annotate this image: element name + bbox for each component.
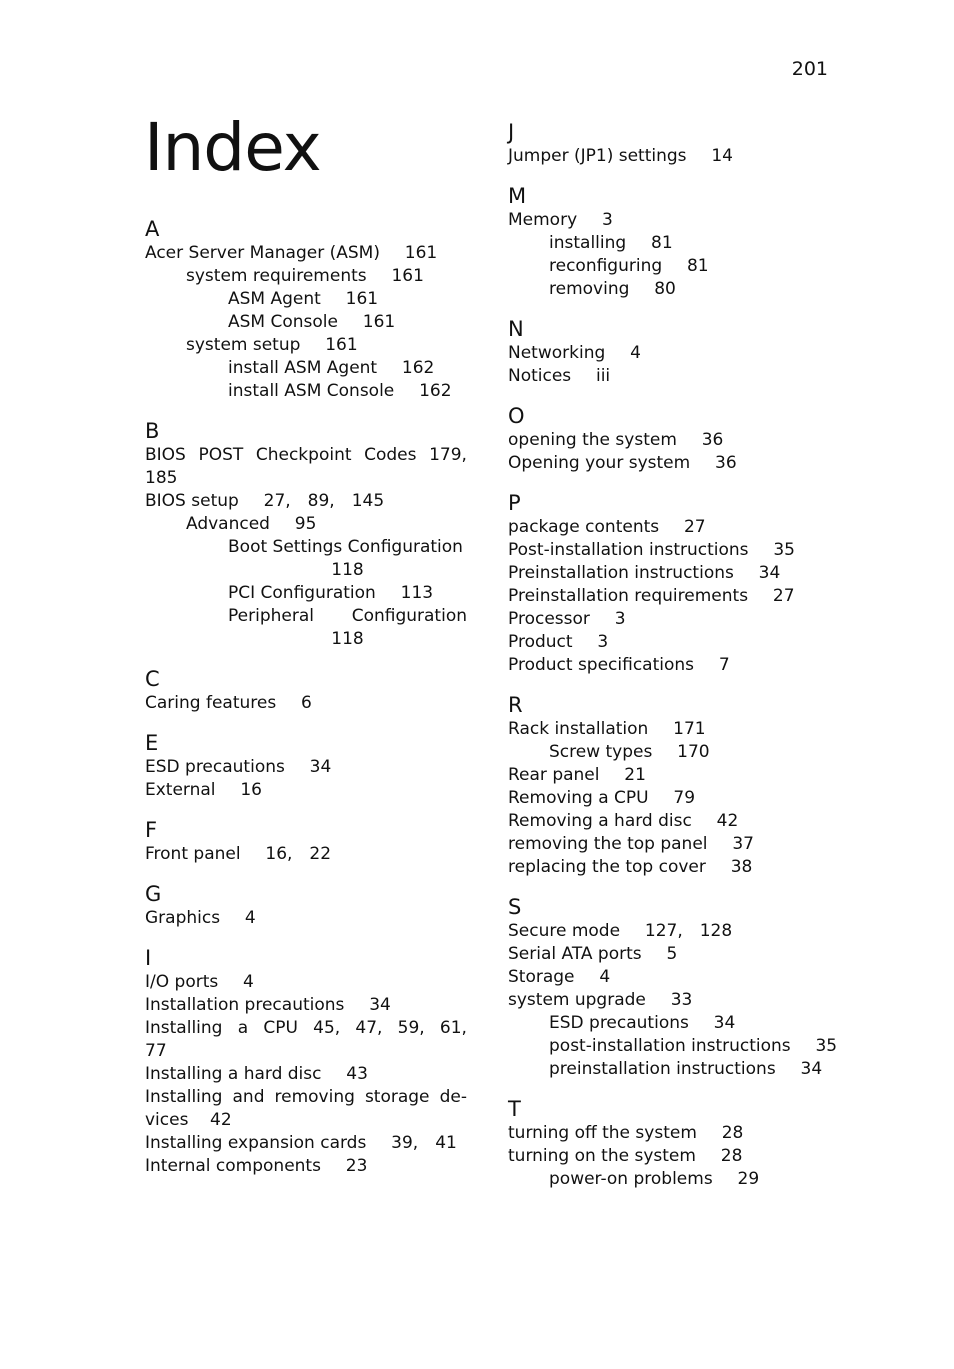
entry-pages: 39, 41 [391, 1133, 457, 1153]
entry-pages: 27 [683, 517, 706, 537]
entry-term: preinstallation instructions [549, 1059, 776, 1079]
index-entry [508, 145, 830, 168]
entry-word: BIOS [145, 445, 186, 465]
index-entry [508, 342, 830, 365]
entry-term: Advanced [186, 514, 270, 534]
entry-term: BIOS setup [145, 491, 239, 511]
index-entry [508, 562, 830, 585]
entry-pages: 35 [815, 1036, 838, 1056]
entry-term: Networking [508, 343, 606, 363]
entry-pages: 34 [758, 563, 781, 583]
entry-pages: 161 [362, 312, 396, 332]
entry-word: and [232, 1087, 265, 1107]
entry-pages: 113 [400, 583, 434, 603]
index-entry [145, 444, 467, 490]
entry-term: Preinstallation instructions [508, 563, 734, 583]
entry-term: Internal components [145, 1156, 321, 1176]
entry-term: system setup [186, 335, 301, 355]
index-entry [508, 787, 830, 810]
entry-pages: 7 [718, 655, 730, 675]
entry-pages: 4 [630, 343, 641, 363]
index-section-o [508, 403, 830, 475]
entry-pages: 170 [677, 742, 710, 762]
section-letter: F [145, 818, 158, 842]
entry-pages: 4 [599, 967, 611, 987]
index-section-f [145, 817, 467, 866]
index-entry [508, 585, 830, 608]
page-title: Index [144, 109, 321, 186]
entry-pages: 3 [614, 609, 626, 629]
index-section-a [145, 216, 467, 403]
entry-pages: 34 [369, 995, 391, 1015]
entry-word: 61, [439, 1018, 467, 1038]
entry-pages: 4 [244, 908, 256, 928]
index-entry [508, 255, 830, 278]
entry-pages: 16, 22 [265, 844, 332, 864]
entry-term: turning off the system [508, 1123, 697, 1143]
index-entry [508, 764, 830, 787]
index-entry [508, 1145, 830, 1168]
entry-pages: 80 [654, 279, 676, 299]
entry-word: Installing [145, 1087, 223, 1107]
entry-pages: 171 [673, 719, 706, 739]
entry-pages: 33 [670, 990, 693, 1010]
index-entry [145, 1063, 467, 1086]
index-entry [145, 692, 467, 715]
entry-pages: 28 [720, 1146, 743, 1166]
entry-pages: 27 [772, 586, 795, 606]
index-entry [508, 209, 830, 232]
index-entry [145, 265, 467, 288]
entry-pages: 38 [730, 857, 753, 877]
entry-term: Opening your system [508, 453, 691, 473]
index-entry [145, 1017, 467, 1063]
index-section-p [508, 490, 830, 677]
entry-line [145, 444, 467, 467]
index-section-n [508, 316, 830, 388]
entry-term: Removing a CPU [508, 788, 649, 808]
entry-pages: 34 [713, 1013, 736, 1033]
index-entry [508, 810, 830, 833]
entry-line: 185 [145, 468, 178, 488]
entry-term: Serial ATA ports [508, 944, 642, 964]
section-letter: G [145, 882, 162, 906]
index-entry [145, 288, 467, 311]
entry-pages: 161 [345, 289, 379, 309]
index-section-j [508, 119, 830, 168]
index-column-left [145, 216, 467, 1178]
entry-pages: 3 [597, 632, 609, 652]
entry-pages: 162 [419, 381, 452, 401]
index-entry [145, 779, 467, 802]
entry-term: External [145, 780, 216, 800]
entry-pages: 161 [325, 335, 358, 355]
entry-word: a [237, 1018, 249, 1038]
entry-term: post-installation instructions [549, 1036, 791, 1056]
entry-term: Notices [508, 366, 572, 386]
index-entry [508, 278, 830, 301]
entry-term: Caring features [145, 693, 277, 713]
entry-word: POST [198, 445, 244, 465]
index-entry [145, 971, 467, 994]
entry-pages: 21 [624, 765, 646, 785]
entry-line [145, 1017, 467, 1040]
index-column-right [508, 119, 838, 1191]
entry-term: Installing expansion cards [145, 1133, 367, 1153]
entry-term: Rack installation [508, 719, 649, 739]
index-entry [508, 429, 830, 452]
index-section-b [145, 418, 467, 651]
section-letter: S [508, 895, 522, 919]
entry-line: 118 [331, 560, 364, 580]
index-entry [508, 452, 830, 475]
index-entry [508, 1168, 830, 1191]
index-entry [508, 989, 830, 1012]
index-entry [508, 856, 830, 879]
index-section-g [145, 881, 467, 930]
entry-term: ASM Agent [228, 289, 321, 309]
entry-pages: 29 [737, 1169, 760, 1189]
section-letter: C [145, 667, 160, 691]
index-entry [145, 242, 467, 265]
entry-term: Screw types [549, 742, 653, 762]
entry-pages: 127, 128 [644, 921, 733, 941]
index-entry [508, 920, 830, 943]
entry-word: Checkpoint [255, 445, 352, 465]
index-section-r [508, 692, 830, 879]
index-entry [145, 994, 467, 1017]
entry-term: Installation precautions [145, 995, 345, 1015]
entry-term: install ASM Agent [228, 358, 378, 378]
index-entry [508, 516, 830, 539]
index-entry [508, 1035, 838, 1058]
entry-term: power-on problems [549, 1169, 713, 1189]
index-entry [508, 232, 830, 255]
index-section-i [145, 945, 467, 1178]
entry-term: Acer Server Manager (ASM) [145, 243, 380, 263]
index-section-m [508, 183, 830, 301]
index-entry [145, 536, 467, 582]
entry-pages: 23 [345, 1156, 368, 1176]
index-entry [145, 513, 467, 536]
entry-term: opening the system [508, 430, 677, 450]
index-entry [145, 311, 467, 334]
entry-line: vices 42 [145, 1110, 232, 1130]
entry-line [228, 605, 467, 628]
index-section-t [508, 1096, 830, 1191]
entry-line [145, 1086, 467, 1109]
entry-term: Rear panel [508, 765, 600, 785]
entry-term: Product specifications [508, 655, 695, 675]
entry-pages: 28 [721, 1123, 744, 1143]
section-letter: E [145, 731, 159, 755]
entry-term: reconfiguring [549, 256, 663, 276]
index-entry [508, 741, 830, 764]
index-entry [508, 654, 830, 677]
section-letter: J [508, 120, 515, 144]
index-entry [145, 907, 467, 930]
index-entry [145, 582, 467, 605]
section-letter: B [145, 419, 160, 443]
index-section-c [145, 666, 467, 715]
entry-line: 77 [145, 1041, 167, 1061]
entry-term: Product [508, 632, 573, 652]
index-entry [145, 843, 467, 866]
entry-pages: 3 [601, 210, 613, 230]
section-letter: O [508, 404, 525, 428]
section-letter: M [508, 184, 527, 208]
entry-term: system upgrade [508, 990, 646, 1010]
entry-term: ASM Console [228, 312, 338, 332]
entry-pages: 81 [686, 256, 709, 276]
index-entry [145, 605, 467, 651]
entry-word: Codes [364, 445, 417, 465]
entry-pages: 42 [716, 811, 739, 831]
entry-term: Post-installation instructions [508, 540, 749, 560]
entry-pages: 4 [243, 972, 254, 992]
entry-pages: 161 [391, 266, 424, 286]
entry-term: removing the top panel [508, 834, 708, 854]
index-entry [508, 631, 830, 654]
index-entry [508, 943, 830, 966]
section-letter: P [508, 491, 521, 515]
entry-pages: 14 [711, 146, 733, 166]
entry-term: Removing a hard disc [508, 811, 692, 831]
entry-line: 118 [331, 629, 364, 649]
index-section-e [145, 730, 467, 802]
index-entry [145, 380, 467, 403]
entry-pages: 36 [715, 453, 737, 473]
entry-pages: 6 [301, 693, 312, 713]
entry-term: Memory [508, 210, 578, 230]
section-letter: I [145, 946, 152, 970]
section-letter: A [145, 217, 160, 241]
entry-pages: 37 [732, 834, 754, 854]
entry-term: system requirements [186, 266, 367, 286]
entry-word: removing [274, 1087, 355, 1107]
entry-term: Jumper (JP1) settings [508, 146, 687, 166]
entry-pages: 81 [651, 233, 673, 253]
entry-term: replacing the top cover [508, 857, 706, 877]
index-entry [145, 1155, 467, 1178]
entry-word: Peripheral [228, 606, 314, 626]
entry-term: Graphics [145, 908, 221, 928]
index-entry [508, 718, 830, 741]
entry-pages: 162 [401, 358, 435, 378]
section-letter: R [508, 693, 523, 717]
entry-term: Processor [508, 609, 590, 629]
entry-term: installing [549, 233, 627, 253]
section-letter: T [508, 1097, 521, 1121]
entry-pages: 34 [309, 757, 332, 777]
index-entry [508, 833, 830, 856]
index-entry [508, 1012, 830, 1035]
entry-word: 59, [397, 1018, 425, 1038]
entry-line: Boot Settings Configuration [228, 537, 463, 557]
entry-pages: 27, 89, 145 [263, 491, 385, 511]
entry-term: PCI Configuration [228, 583, 376, 603]
entry-word: 47, [355, 1018, 383, 1038]
entry-term: Installing a hard disc [145, 1064, 322, 1084]
entry-word: Installing [145, 1018, 223, 1038]
entry-pages: 36 [701, 430, 724, 450]
entry-term: ESD precautions [549, 1013, 689, 1033]
entry-word: 45, [313, 1018, 341, 1038]
entry-pages: 161 [404, 243, 438, 263]
entry-term: removing [549, 279, 630, 299]
entry-term: package contents [508, 517, 660, 537]
entry-term: Preinstallation requirements [508, 586, 749, 606]
page-number: 201 [791, 58, 828, 80]
entry-term: I/O ports [145, 972, 219, 992]
entry-pages: 79 [673, 788, 696, 808]
index-entry [145, 357, 467, 380]
entry-term: Storage [508, 967, 575, 987]
entry-word: Configuration [351, 606, 467, 626]
entry-pages: 43 [346, 1064, 368, 1084]
entry-word: CPU [263, 1018, 298, 1038]
entry-word: de- [439, 1087, 467, 1107]
entry-pages: 34 [800, 1059, 823, 1079]
entry-pages: 16 [240, 780, 262, 800]
index-entry [508, 966, 830, 989]
entry-term: install ASM Console [228, 381, 395, 401]
index-entry [145, 334, 467, 357]
index-entry [508, 1122, 830, 1145]
entry-pages: 95 [294, 514, 317, 534]
section-letter: N [508, 317, 524, 341]
index-entry [145, 490, 467, 513]
entry-word: 179, [429, 445, 467, 465]
index-entry [145, 756, 467, 779]
entry-pages: 35 [773, 540, 795, 560]
entry-word: storage [364, 1087, 430, 1107]
entry-pages: 5 [666, 944, 678, 964]
index-entry [508, 1058, 830, 1081]
entry-pages: iii [595, 366, 611, 386]
index-entry [508, 539, 830, 562]
entry-term: Front panel [145, 844, 241, 864]
index-entry [508, 365, 830, 388]
entry-term: Secure mode [508, 921, 621, 941]
index-entry [145, 1086, 467, 1132]
entry-term: ESD precautions [145, 757, 285, 777]
index-entry [145, 1132, 467, 1155]
index-entry [508, 608, 830, 631]
entry-term: turning on the system [508, 1146, 696, 1166]
index-section-s [508, 894, 838, 1081]
